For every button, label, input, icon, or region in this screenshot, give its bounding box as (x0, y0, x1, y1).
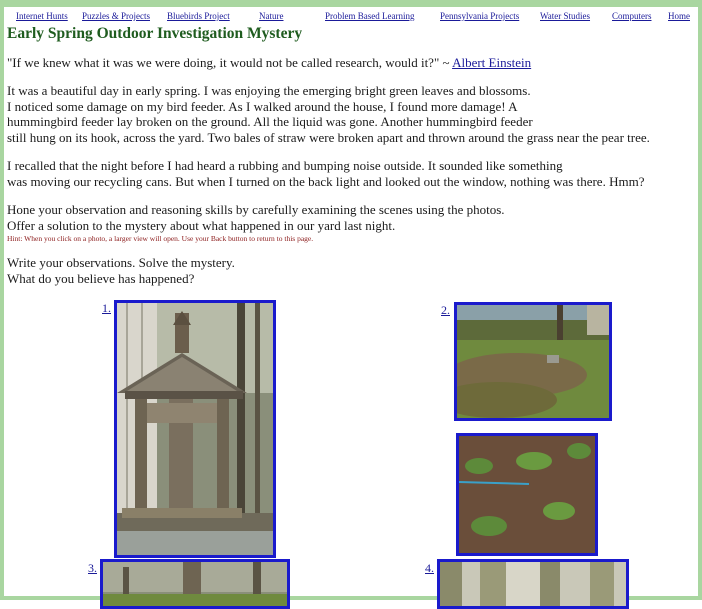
nav-link-puzzles-projects[interactable]: Puzzles & Projects (82, 11, 150, 21)
nav-link-pennsylvania-projects[interactable]: Pennsylvania Projects (440, 11, 520, 21)
photo-2-lawn[interactable] (454, 302, 612, 421)
hint-text: Hint: When you click on a photo, a larger view will open. Use your Back button to return to this page. (7, 234, 314, 243)
nav-link-water-studies[interactable]: Water Studies (540, 11, 591, 21)
photo-3-label[interactable]: 3. (88, 561, 97, 575)
tree-trunks-image (440, 562, 626, 606)
quote (7, 55, 531, 71)
instructions-paragraph: Hone your observation and reasoning skills by carefully examining the scenes using the photos. Offer a solution to the mystery about what happened in our yard last night. (7, 202, 505, 233)
nav-link-computers[interactable]: Computers (612, 11, 652, 21)
nav-link-internet-hunts[interactable]: Internet Hunts (16, 11, 68, 21)
quote-author-link[interactable]: Albert Einstein (452, 55, 532, 70)
photo-1-bird-feeder[interactable] (114, 300, 276, 558)
nav-link-home[interactable]: Home (668, 11, 690, 21)
photo-4-label[interactable]: 4. (425, 561, 434, 575)
quote-text: "If we knew what it was we were doing, it would not be called research, would it?" ~ (7, 55, 453, 70)
story-paragraph-1: It was a beautiful day in early spring. I was enjoying the emerging bright green leaves and blossoms. I noticed some damage on my bird feeder. As I walked around the house, I found more damage! A hummingbird feeder lay broken on the ground. All the liquid was gone. Another hummingbird feeder still hung on its hook, across the yard. Two bales of straw were broken apart and thrown around the grass near the pear tree. (7, 83, 650, 145)
yard-image (103, 562, 287, 606)
page-title: Early Spring Outdoor Investigation Mystery (7, 25, 303, 42)
top-navigation (0, 11, 702, 25)
photo-1-label[interactable]: 1. (102, 301, 111, 315)
photo-2b-garden-bed[interactable] (456, 433, 598, 556)
task-paragraph: Write your observations. Solve the mystery. What do you believe has happened? (7, 255, 235, 286)
photo-3-yard[interactable] (100, 559, 290, 609)
bird-feeder-image (117, 303, 273, 555)
story-paragraph-2: I recalled that the night before I had heard a rubbing and bumping noise outside. It sounded like something was moving our recycling cans. But when I turned on the back light and looked out the window, nothing was there. Hmm? (7, 158, 645, 189)
lawn-image (457, 305, 609, 418)
photo-2-label[interactable]: 2. (441, 303, 450, 317)
nav-link-bluebirds-project[interactable]: Bluebirds Project (167, 11, 230, 21)
nav-link-problem-based-learning[interactable]: Problem Based Learning (325, 11, 415, 21)
photo-4-tree-trunks[interactable] (437, 559, 629, 609)
nav-link-nature[interactable]: Nature (259, 11, 284, 21)
garden-bed-image (459, 436, 595, 553)
